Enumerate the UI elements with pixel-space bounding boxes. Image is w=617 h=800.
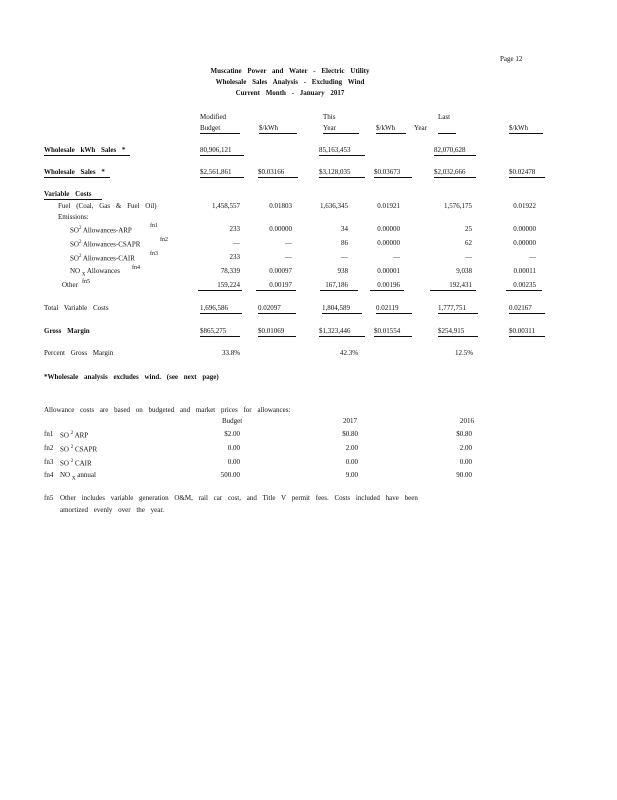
emissions-label: Emissions: [58, 213, 89, 221]
page-label: Page [500, 55, 514, 63]
so2-cair-budget-kwh: — [285, 253, 292, 261]
allowance-2017: $0.80 [342, 430, 358, 438]
header-this: This [323, 113, 336, 121]
so2-arp-last: 25 [465, 225, 472, 233]
other-budget-kwh: 0.00197 [269, 281, 292, 289]
allowance-col-2017: 2017 [343, 417, 357, 425]
other-budget: 159,224 [217, 281, 240, 289]
allowance-2017: 0.00 [345, 458, 358, 466]
wholesale-kwh-budget: 80,906,121 [200, 146, 232, 154]
allowance-budget: 500.00 [220, 471, 240, 479]
allowance-budget: $2.00 [224, 430, 240, 438]
percent-gm-last: 12.5% [455, 349, 474, 357]
so2-cair-this-kwh: — [393, 253, 400, 261]
nox-budget: 78,339 [220, 267, 240, 275]
wholesale-sales-last-kwh: $0.02478 [509, 168, 536, 176]
so2-csapr-budget-kwh: — [285, 239, 292, 247]
fn5-line-2: amortized evenly over the year. [60, 506, 165, 514]
fuel-label: Fuel (Coal, Gas & Fuel Oil) [58, 202, 157, 210]
row-wholesale-sales-label: Wholesale Sales * [44, 168, 105, 176]
total-variable-this-kwh: 0.02119 [376, 304, 399, 312]
so2-csapr-last-kwh: 0.00000 [513, 239, 536, 247]
wholesale-kwh-last: 82,070,628 [434, 146, 466, 154]
nox-fn: fn4 [132, 265, 140, 271]
so2-csapr-last: 62 [465, 239, 472, 247]
wholesale-kwh-this: 85,163,453 [319, 146, 351, 154]
title-line-3: Current Month - January 2017 [235, 89, 345, 97]
total-variable-label: Total Variable Costs [44, 304, 109, 312]
so2-cair-budget: 233 [229, 253, 240, 261]
other-this-kwh: 0.00196 [377, 281, 400, 289]
allowance-fn: fn4 [44, 471, 54, 479]
header-last-kwh: $/kWh [509, 124, 529, 132]
gross-margin-label: Gross Margin [44, 327, 90, 335]
allowance-label: SO $^2$ ARP [60, 431, 89, 440]
allowance-2016: $0.80 [456, 430, 472, 438]
allowance-label: SO $^2$ CSAPR [60, 445, 98, 454]
gross-margin-this-kwh: $0.01554 [374, 327, 401, 335]
header-modified: Modified [200, 113, 227, 121]
percent-gross-margin-label: Percent Gross Margin [44, 349, 114, 357]
wholesale-sales-this-kwh: $0.03673 [374, 168, 401, 176]
so2-arp-label: $SO^2$ Allowances-ARP [70, 226, 132, 235]
total-variable-this: 1,804,589 [322, 304, 350, 312]
allowance-2017: 2.00 [345, 444, 358, 452]
so2-arp-fn: fn1 [150, 223, 158, 229]
fuel-budget-kwh: 0.01803 [269, 202, 292, 210]
title-line-2: Wholesale Sales Analysis - Excluding Wind [215, 78, 365, 86]
fuel-this-kwh: 0.01921 [377, 202, 400, 210]
gross-margin-this: $1,323,446 [319, 327, 351, 335]
fuel-last-kwh: 0.01922 [513, 202, 536, 210]
total-variable-budget: 1,696,586 [200, 304, 228, 312]
fn5-tag: fn5 [44, 494, 54, 502]
total-variable-last-kwh: 0.02167 [509, 304, 532, 312]
wholesale-sales-this: $3,128,035 [319, 168, 351, 176]
allowance-label: SO $^2$ CAIR [60, 459, 92, 468]
so2-arp-budget: 233 [229, 225, 240, 233]
so2-arp-this-kwh: 0.00000 [377, 225, 400, 233]
gross-margin-budget: $865,275 [200, 327, 227, 335]
other-fn: fn5 [82, 279, 90, 285]
variable-costs-heading: Variable Costs [44, 190, 92, 198]
allowance-2016: 0.00 [459, 458, 472, 466]
gross-margin-last-kwh: $0.00311 [509, 327, 535, 335]
gross-margin-last: $254,915 [438, 327, 465, 335]
so2-cair-last: — [465, 253, 472, 261]
nox-label: NO $_X$ Allowances [70, 267, 120, 278]
wholesale-sales-budget: $2,561,861 [200, 168, 232, 176]
so2-csapr-fn: fn2 [160, 237, 168, 243]
gross-margin-budget-kwh: $0.01069 [258, 327, 285, 335]
header-year-word: Year [414, 124, 427, 132]
other-last: 192,431 [449, 281, 472, 289]
wholesale-sales-last: $2,032,666 [434, 168, 466, 176]
fn5-line-1: Other includes variable generation O&M, rail car cost, and Title V permit fees. Costs included have been [60, 494, 418, 502]
percent-gm-budget: 33.8% [222, 349, 241, 357]
fuel-this: 1,636,345 [320, 202, 348, 210]
header-last: Last [438, 113, 451, 121]
so2-cair-label: $SO^2$ Allowances-CAIR [70, 254, 135, 263]
allowance-budget: 0.00 [227, 458, 240, 466]
so2-cair-last-kwh: — [529, 253, 536, 261]
header-year: Year [323, 124, 336, 132]
nox-last-kwh: 0.00011 [513, 267, 536, 275]
page-number-value: 12 [515, 55, 523, 63]
nox-last: 9,038 [456, 267, 472, 275]
allowance-fn: fn3 [44, 458, 54, 466]
allowance-2016: 2.00 [459, 444, 472, 452]
allowance-label: NO $_X$ annual [60, 471, 96, 482]
other-label: Other [62, 281, 78, 289]
other-this: 167,186 [325, 281, 348, 289]
header-this-kwh: $/kWh [376, 124, 396, 132]
header-budget: Budget [200, 124, 221, 132]
nox-budget-kwh: 0.00097 [269, 267, 292, 275]
so2-csapr-label: $SO^2$ Allowances-CSAPR [70, 240, 141, 249]
total-variable-last: 1,777,751 [438, 304, 466, 312]
header-budget-kwh: $/kWh [259, 124, 279, 132]
allowance-budget: 0.00 [227, 444, 240, 452]
allowance-col-2016: 2016 [460, 417, 474, 425]
so2-csapr-this: 86 [341, 239, 348, 247]
page-number [500, 56, 522, 63]
so2-arp-budget-kwh: 0.00000 [269, 225, 292, 233]
nox-this-kwh: 0.00001 [377, 267, 400, 275]
percent-gm-this: 42.3% [340, 349, 359, 357]
allowance-fn: fn1 [44, 430, 54, 438]
fuel-budget: 1,458,557 [212, 202, 240, 210]
wholesale-sales-budget-kwh: $0.03166 [258, 168, 285, 176]
allowance-col-budget: Budget [222, 417, 243, 425]
wind-note: *Wholesale analysis excludes wind. (see next page) [44, 373, 219, 381]
fuel-last: 1,576,175 [444, 202, 472, 210]
allowance-2017: 9.00 [345, 471, 358, 479]
so2-csapr-budget: — [233, 239, 240, 247]
so2-cair-fn: fn3 [150, 251, 158, 257]
other-last-kwh: 0.00235 [513, 281, 536, 289]
so2-cair-this: — [341, 253, 348, 261]
allowance-2016: 90.00 [456, 471, 472, 479]
so2-arp-last-kwh: 0.00000 [513, 225, 536, 233]
so2-arp-this: 34 [341, 225, 348, 233]
total-variable-budget-kwh: 0.02097 [258, 304, 281, 312]
so2-csapr-this-kwh: 0.00000 [377, 239, 400, 247]
allowance-fn: fn2 [44, 444, 54, 452]
allowance-intro: Allowance costs are based on budgeted and market prices for allowances: [44, 406, 291, 414]
title-line-1: Muscatine Power and Water - Electric Utility [210, 67, 370, 75]
nox-this: 938 [337, 267, 348, 275]
row-wholesale-kwh-label: Wholesale kWh Sales * [44, 146, 126, 154]
